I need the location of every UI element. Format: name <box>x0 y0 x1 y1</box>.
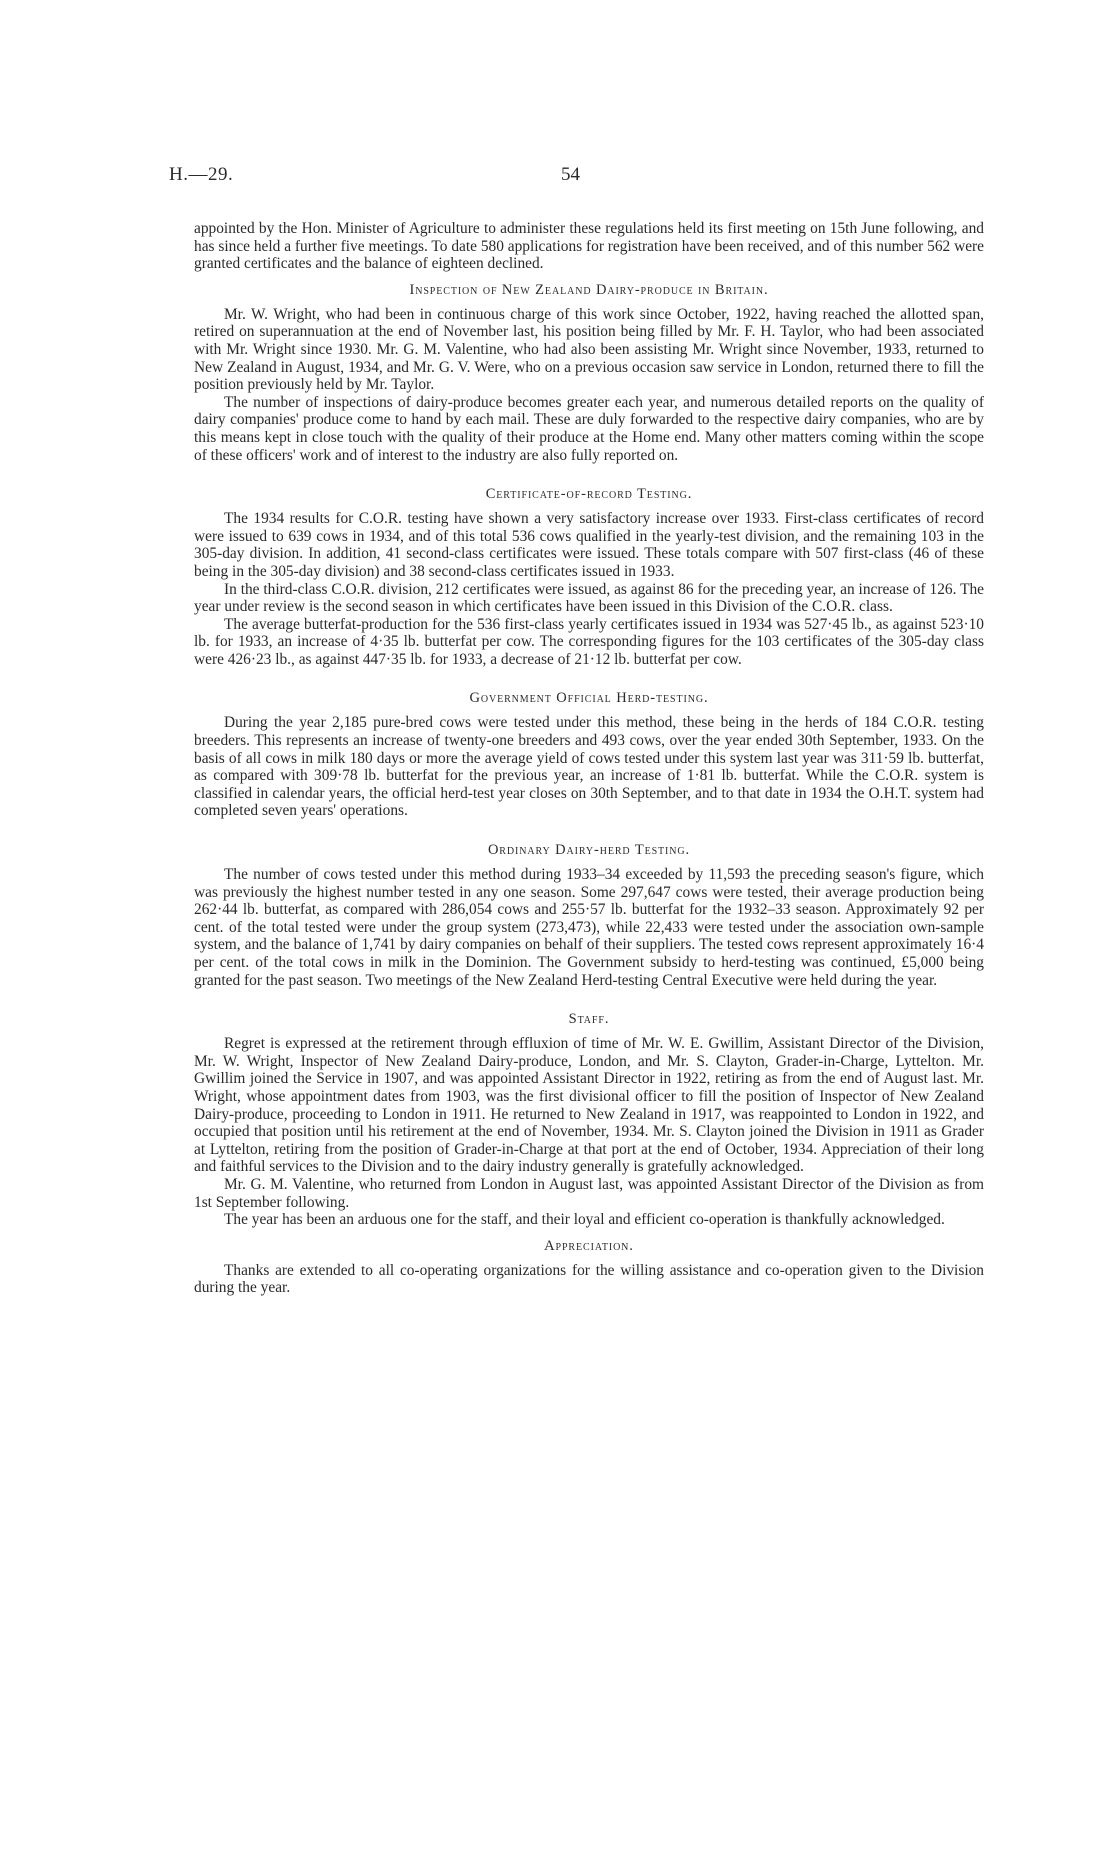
paragraph: Thanks are extended to all co-operating organizations for the willing assistance and co-operation given to the Division during the year. <box>194 1261 984 1297</box>
paragraph: Regret is expressed at the retirement through effluxion of time of Mr. W. E. Gwillim, Assistant Director of the Division, Mr. W. Wright, Inspector of New Zealand Dairy-produce, London, and Mr. S. Clayton, Grader-in-Charge, Lyttelton. Mr. Gwillim joined the Service in 1907, and was appointed Assistant Director in 1922, retiring as from the end of August last. Mr. Wright, whose appointment dates from 1903, was the first divisional officer to fill the position of Inspector of New Zealand Dairy-produce, proceeding to London in 1911. He returned to New Zealand in 1917, was reappointed to London in 1922, and occupied that position until his retirement at the end of November, 1934. Mr. S. Clayton joined the Division in 1911 as Grader at Lyttelton, retiring from the position of Grader-in-Charge at that port at the end of October, 1934. Appreciation of their long and faithful services to the Division and to the dairy industry generally is gratefully acknowledged. <box>194 1035 984 1176</box>
section-heading-inspection: Inspection of New Zealand Dairy-produce in Britain. <box>409 281 769 298</box>
section-heading-appreciation: Appreciation. <box>544 1237 634 1254</box>
intro-paragraph: appointed by the Hon. Minister of Agriculture to administer these regulations held its first meeting on 15th June following, and has since held a further five meetings. To date 580 applications for registration have been received, and of this number 562 were granted certificates and the balance of eighteen declined. <box>194 220 984 273</box>
paragraph: The average butterfat-production for the 536 first-class yearly certificates issued in 1934 was 527·45 lb., as against 523·10 lb. for 1933, an increase of 4·35 lb. butterfat per cow. The corresponding figures for the 103 certificates of the 305-day class were 426·23 lb., as against 447·35 lb. for 1933, a decrease of 21·12 lb. butterfat per cow. <box>194 615 984 668</box>
page-number: 54 <box>561 164 580 185</box>
report-reference: H.—29. <box>169 164 234 185</box>
document-body <box>194 220 984 1297</box>
running-header <box>169 164 984 194</box>
paragraph: The 1934 results for C.O.R. testing have shown a very satisfactory increase over 1933. First-class certificates of record were issued to 639 cows in 1934, and of this total 536 cows qualified in the yearly-test division, and the remaining 103 in the 305-day division. In addition, 41 second-class certificates were issued. These totals compare with 507 first-class (46 of these being in the 305-day division) and 38 second-class certificates issued in 1933. <box>194 510 984 580</box>
paragraph: During the year 2,185 pure-bred cows were tested under this method, these being in the herds of 184 C.O.R. testing breeders. This represents an increase of twenty-one breeders and 493 cows, over the year ended 30th September, 1933. On the basis of all cows in milk 180 days or more the average yield of cows tested under this system last year was 311·59 lb. butterfat, as compared with 309·78 lb. butterfat for the previous year, an increase of 1·81 lb. butterfat. While the C.O.R. system is classified in calendar years, the official herd-test year closes on 30th September, and to that date in 1934 the O.H.T. system had completed seven years' operations. <box>194 714 984 820</box>
section-heading-ordinary-herd-testing: Ordinary Dairy-herd Testing. <box>487 842 691 859</box>
paragraph: The number of inspections of dairy-produce becomes greater each year, and numerous detailed reports on the quality of dairy companies' produce come to hand by each mail. These are duly forwarded to the respective dairy companies, who are by this means kept in close touch with the quality of their produce at the Home end. Many other matters coming within the scope of these officers' work and of interest to the industry are also fully reported on. <box>194 393 984 464</box>
paragraph: The year has been an arduous one for the staff, and their loyal and efficient co-operation is thankfully acknowledged. <box>224 1211 945 1229</box>
paragraph: Mr. W. Wright, who had been in continuous charge of this work since October, 1922, having reached the allotted span, retired on superannuation at the end of November last, his position being filled by Mr. F. H. Taylor, who had been associated with Mr. Wright since 1930. Mr. G. M. Valentine, who had also been assisting Mr. Wright since November, 1933, returned to New Zealand in August, 1934, and Mr. G. V. Were, who on a previous occasion saw service in London, returned there to fill the position previously held by Mr. Taylor. <box>194 305 984 394</box>
section-heading-official-herd-testing: Government Official Herd-testing. <box>469 690 709 707</box>
document-page <box>169 164 984 1297</box>
paragraph: In the third-class C.O.R. division, 212 certificates were issued, as against 86 for the preceding year, an increase of 126. The year under review is the second season in which certificates have been issued in this Division of the C.O.R. class. <box>194 580 984 616</box>
paragraph: Mr. G. M. Valentine, who returned from London in August last, was appointed Assistant Director of the Division as from 1st September following. <box>194 1175 984 1211</box>
section-heading-cor-testing: Certificate-of-record Testing. <box>485 486 693 503</box>
paragraph: The number of cows tested under this method during 1933–34 exceeded by 11,593 the preceding season's figure, which was previously the highest number tested in any one season. Some 297,647 cows were tested, their average production being 262·44 lb. butterfat, as compared with 286,054 cows and 255·57 lb. butterfat for the 1932–33 season. Approximately 92 per cent. of the total tested were under the group system (273,473), while 22,433 were tested under the association own-sample system, and the balance of 1,741 by dairy companies on behalf of their suppliers. The tested cows represent approximately 16·4 per cent. of the total cows in milk in the Dominion. The Government subsidy to herd-testing was continued, £5,000 being granted for the past season. Two meetings of the New Zealand Herd-testing Central Executive were held during the year. <box>194 866 984 989</box>
section-heading-staff: Staff. <box>568 1011 610 1028</box>
